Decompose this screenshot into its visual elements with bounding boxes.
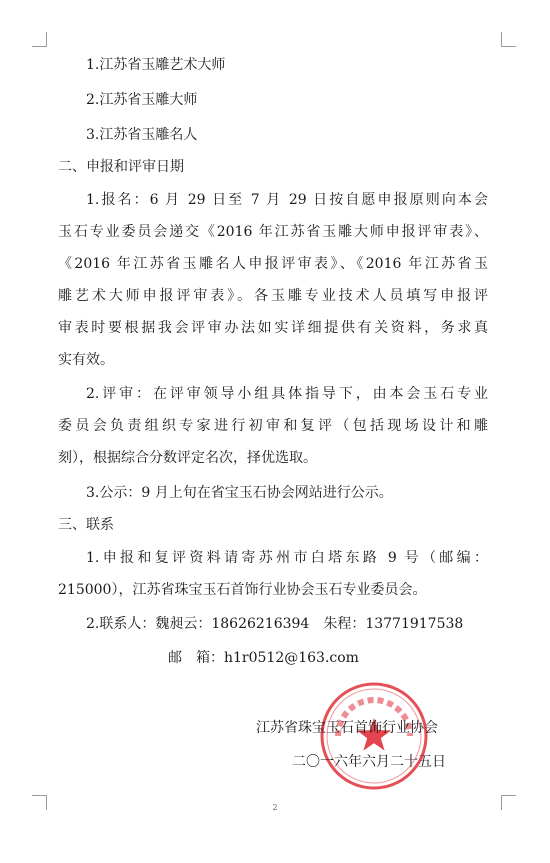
paragraph-line: 实有效。 [58, 352, 114, 368]
list-item-jade-master: 2.江苏省玉雕大师 [86, 92, 198, 108]
paragraph-line: 215000），江苏省珠宝玉石首饰行业协会玉石专业委员会。 [58, 582, 427, 598]
paragraph-line: 《2016 年江苏省玉雕名人申报评审表》、《2016 年江苏省玉 [58, 256, 488, 272]
crop-mark-top-left [32, 32, 47, 47]
signature-organization: 江苏省珠宝玉石首饰行业协会 [256, 720, 438, 736]
paragraph-line: 3.公示：9 月上旬在省宝玉石协会网站进行公示。 [86, 485, 393, 501]
paragraph-line: 2.评审：在评审领导小组具体指导下，由本会玉石专业 [86, 386, 488, 402]
paragraph-line: 1.报名：6 月 29 日至 7 月 29 日按自愿申报原则向本会 [86, 192, 488, 208]
email-line: 邮 箱：h1r0512@163.com [168, 650, 359, 666]
paragraph-line: 1.申报和复评资料请寄苏州市白塔东路 9 号（邮编： [86, 550, 488, 566]
section-heading-dates: 二、申报和评审日期 [58, 159, 184, 175]
paragraph-line: 审表时要根据我会评审办法如实详细提供有关资料，务求真 [58, 320, 488, 336]
crop-mark-top-right [501, 32, 516, 47]
list-item-jade-art-master: 1.江苏省玉雕艺术大师 [86, 57, 226, 73]
paragraph-line: 玉石专业委员会递交《2016 年江苏省玉雕大师申报评审表》、 [58, 224, 488, 240]
section-heading-contact: 三、联系 [58, 517, 114, 533]
signature-date: 二〇一六年六月二十五日 [292, 754, 446, 770]
list-item-jade-notable: 3.江苏省玉雕名人 [86, 127, 198, 143]
paragraph-line: 刻），根据综合分数评定名次，择优选取。 [58, 450, 317, 466]
page-number: 2 [272, 803, 278, 812]
contact-persons-line: 2.联系人：魏昶云：18626216394 朱程：13771917538 [86, 616, 464, 632]
paragraph-line: 雕艺术大师申报评审表》。各玉雕专业技术人员填写申报评 [58, 288, 488, 304]
paragraph-line: 委员会负责组织专家进行初审和复评（包括现场设计和雕 [58, 418, 488, 434]
